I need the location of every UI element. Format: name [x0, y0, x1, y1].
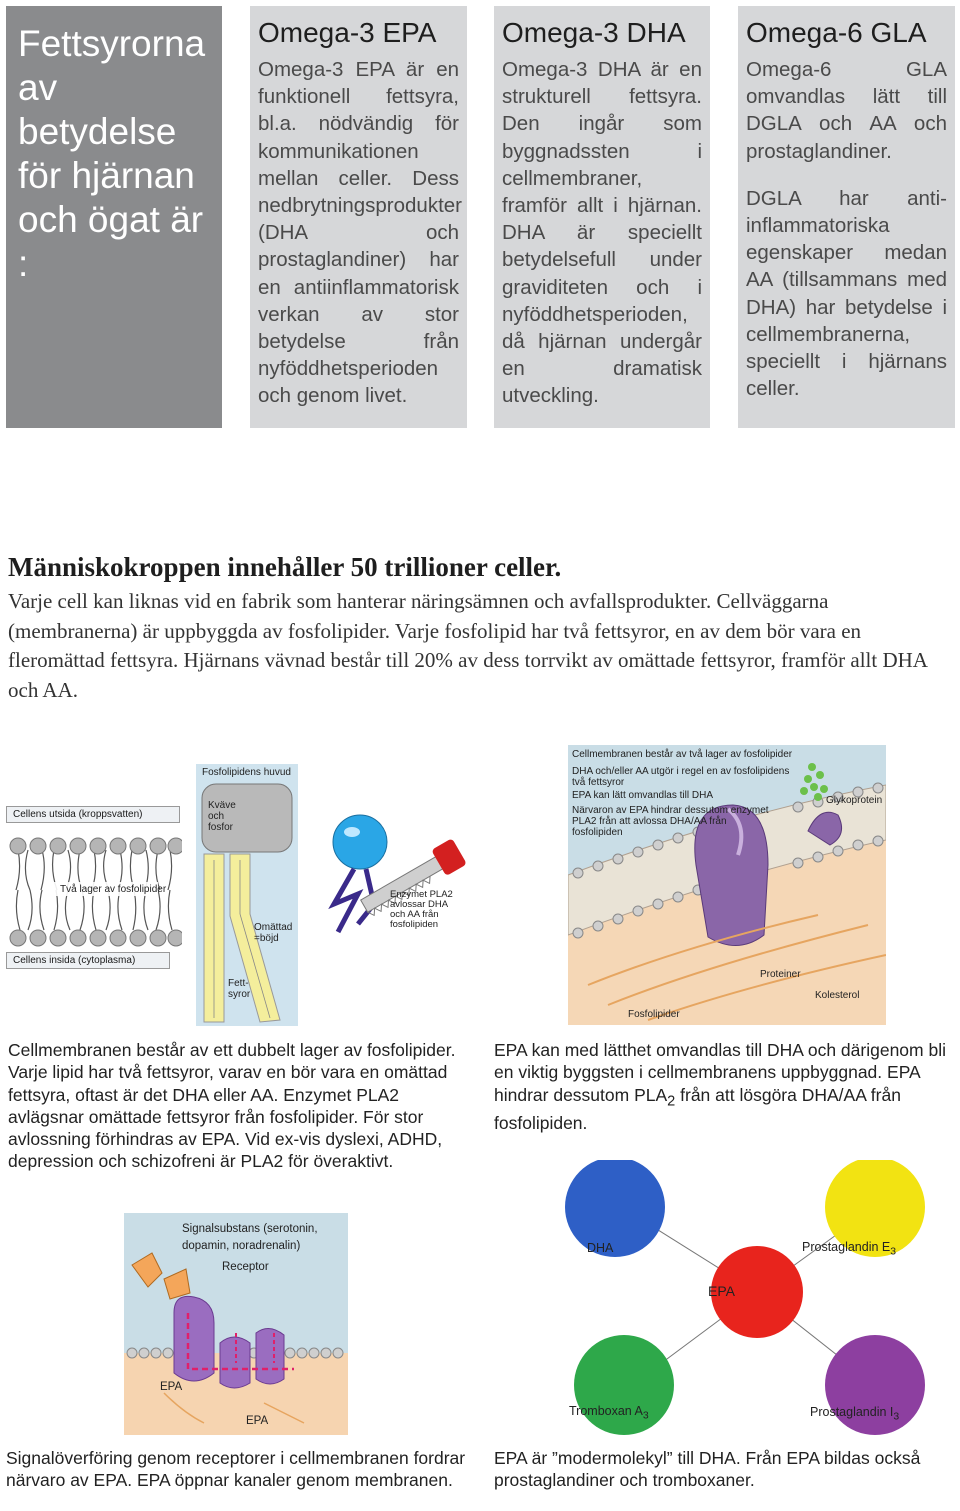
- cholesterol-label: Kolesterol: [815, 990, 860, 1001]
- cell-line1: Cellmembranen består av två lager av fosfolipider: [572, 749, 793, 760]
- txa-node-text: Tromboxan A: [569, 1404, 643, 1418]
- phospholipid-label: Fosfolipider: [628, 1009, 680, 1020]
- dha-text: Omega-3 DHA är en strukturell fettsyra. Den ingår som byggnadssten i cellmembraner, framför allt i hjärnan. DHA är speciellt betydelsefull under graviditeten och i nyföddhetsperioden, då hjärnan undergår en dramatisk utveckling.: [502, 58, 702, 408]
- gla-heading: Omega-6 GLA: [746, 17, 927, 48]
- dha-panel: [494, 6, 710, 428]
- glycoprotein-label: Glykoprotein: [826, 795, 883, 806]
- cell-line4: Närvaron av EPA hindrar dessutom enzymet PLA2 från att avlossa DHA/AA från fosfolipiden: [572, 805, 769, 838]
- signal-epa-label-2: EPA: [246, 1415, 269, 1427]
- epa-node-label: EPA: [708, 1283, 735, 1299]
- signal-epa-label-1: EPA: [160, 1381, 183, 1393]
- txa-node-sub: 3: [642, 1410, 649, 1422]
- dha-circle: [565, 1160, 665, 1257]
- pgi-node-text: Prostaglandin I: [810, 1405, 894, 1419]
- pgi-node-sub: 3: [893, 1411, 900, 1423]
- epa-text: Omega-3 EPA är en funktionell fettsyra, bl.a. nödvändig för kommunikationen mellan celler. Dess nedbrytningsprodukter (DHA och prostaglandiner) har en antiinflammatorisk verkan av stor betydelse från nyföddhetsperioden och genom livet.: [258, 58, 462, 408]
- caption-epa-conversion-a: EPA kan med lätthet omvandlas till DHA och därigenom bli en viktig byggsten i cellmembranens uppbyggnad. EPA hindrar dessutom PLA: [494, 1040, 946, 1105]
- txa-node-label: [569, 1404, 649, 1422]
- fatty-acids-label: Fett- syror: [228, 978, 251, 1000]
- cell-line2: DHA och/eller AA utgör i regel en av fosfolipidens två fettsyror: [572, 766, 790, 788]
- cell-line3: EPA kan lätt omvandlas till DHA: [572, 790, 713, 801]
- caption-signal: Signalöverföring genom receptorer i cellmembranen fordrar närvaro av EPA. EPA öppnar kanaler genom membranen.: [6, 1448, 466, 1491]
- inside-label: Cellens insida (cytoplasma): [6, 952, 170, 969]
- gla-text-1: Omega-6 GLA omvandlas lätt till DGLA och AA och prostaglandiner.: [746, 58, 947, 163]
- gla-panel: [738, 6, 955, 428]
- enzyme-label: Enzymet PLA2 avlossar DHA och AA från fosfolipiden: [390, 889, 453, 930]
- caption-epa-conversion: [494, 1039, 956, 1135]
- receptor-label: Receptor: [222, 1261, 269, 1273]
- intro-panel: [6, 6, 222, 428]
- gla-text-2: DGLA har anti-inflammatoriska egenskaper medan AA (tillsammans med DHA) har betydelse i cellmembranerna, speciellt i hjärnans celler.: [746, 186, 947, 401]
- caption-membrane: Cellmembranen består av ett dubbelt lager av fosfolipider. Varje lipid har två fettsyror, varav en bör vara en omättad fettsyra, oftast är det DHA eller AA. Enzymet PLA2 avlägsnar omättade fettsyror från fosfolipider. För stor avlossning förhindras av EPA. Vid ex-vis dyslexi, ADHD, depression och schizofreni är PLA2 för överaktivt.: [8, 1040, 456, 1172]
- head-label: Fosfolipidens huvud: [202, 767, 291, 778]
- pge-node-label: [802, 1240, 896, 1258]
- head-content-label: Kväve och fosfor: [208, 800, 236, 833]
- epa-panel: [250, 6, 467, 428]
- outside-label: Cellens utsida (kroppsvatten): [6, 806, 180, 823]
- bilayer-label: Två lager av fosfolipider: [60, 884, 167, 895]
- dha-node-label: DHA: [587, 1241, 614, 1255]
- signal-label: Signalsubstans (serotonin, dopamin, noradrenalin): [182, 1223, 318, 1252]
- protein-label: Proteiner: [760, 969, 801, 980]
- caption-epa-conversion-b: från att lösgöra DHA/AA från fosfolipiden.: [494, 1084, 901, 1134]
- pge-node-text: Prostaglandin E: [802, 1240, 891, 1254]
- unsaturated-label: Omättad =böjd: [254, 922, 293, 944]
- dha-heading: Omega-3 DHA: [502, 17, 686, 48]
- pge-node-sub: 3: [890, 1246, 897, 1258]
- caption-epa-mother: EPA är ”modermolekyl” till DHA. Från EPA bildas också prostaglandiner och tromboxaner.: [494, 1448, 921, 1491]
- article-body: Varje cell kan liknas vid en fabrik som hanterar näringsämnen och avfallsprodukter. Cellväggarna (membranerna) är uppbyggda av fosfolipider. Varje fosfolipid har två fettsyror, en av dem bör vara en fleromättad fettsyra. Hjärnans vävnad består till 20% av dess torrvikt av omättade fettsyror, framför allt DHA och AA.: [8, 589, 927, 702]
- pgi-node-label: [810, 1405, 899, 1423]
- caption-epa-conversion-sub: 2: [667, 1093, 676, 1110]
- article-headline: Människokroppen innehåller 50 trillioner celler.: [8, 552, 562, 582]
- epa-heading: Omega-3 EPA: [258, 17, 437, 48]
- intro-title: Fettsyrorna av betydelse för hjärnan och ögat är :: [18, 23, 206, 284]
